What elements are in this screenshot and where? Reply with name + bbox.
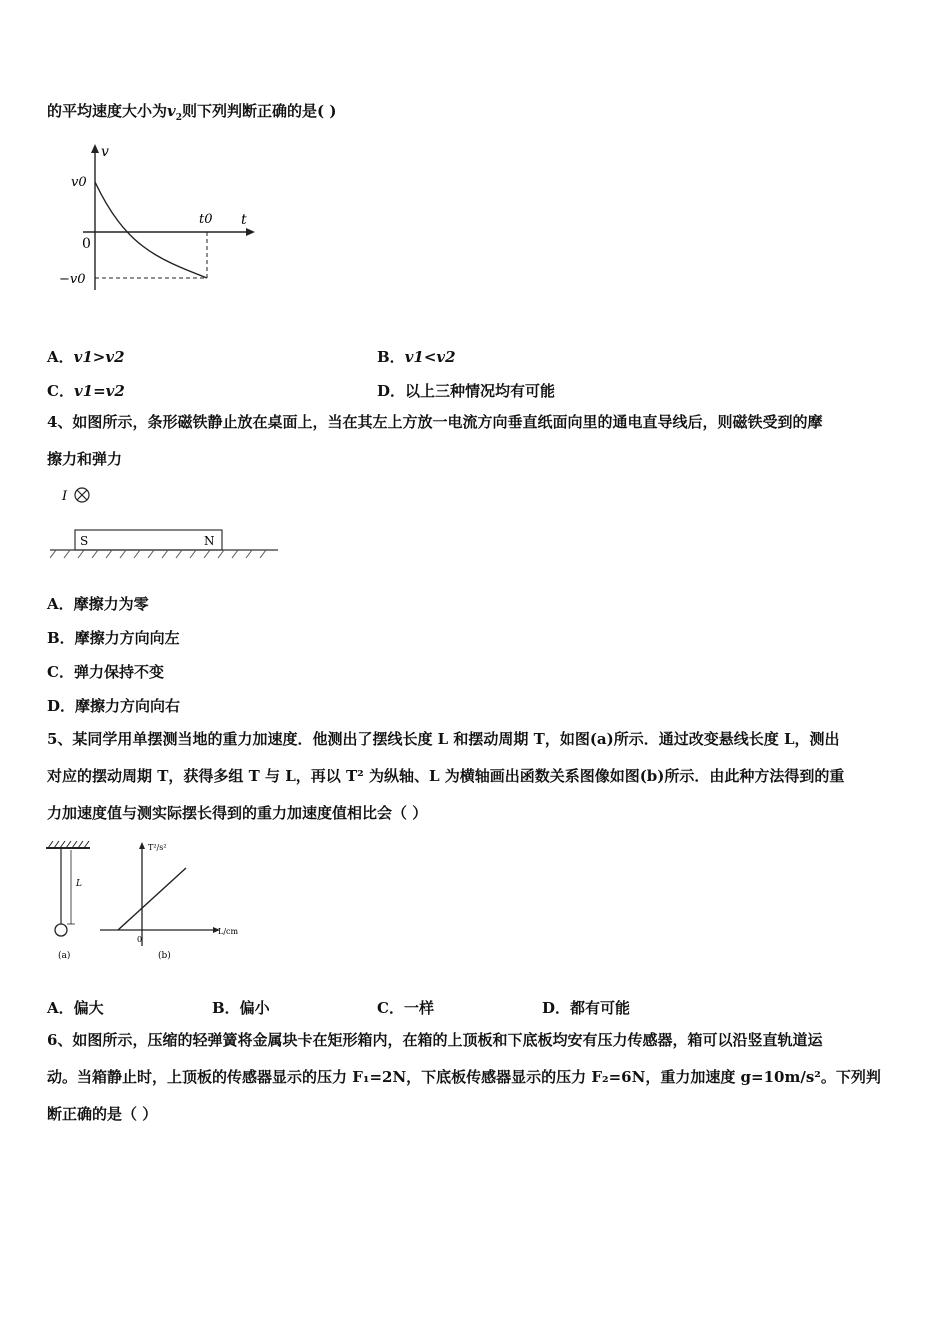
q3-origin-label: 0 bbox=[82, 236, 91, 252]
q3-t-label: t bbox=[241, 212, 247, 228]
q5-option-a[interactable]: A．偏大 bbox=[47, 999, 104, 1017]
q5-option-b[interactable]: B．偏小 bbox=[212, 999, 270, 1017]
q5-pendulum-figure bbox=[40, 838, 250, 963]
q3-option-d-label: D． bbox=[377, 382, 406, 400]
q5-graph-x-label: L/cm bbox=[218, 927, 239, 936]
q5-label-b: (b) bbox=[158, 951, 171, 961]
q5-stem-line1: 5、某同学用单摆测当地的重力加速度．他测出了摆线长度 L 和摆动周期 T，如图(a)所示．通过改变悬线长度 L，测出 bbox=[47, 730, 840, 748]
q4-stem-line2: 擦力和弹力 bbox=[47, 450, 123, 468]
q3-option-c[interactable] bbox=[47, 380, 125, 401]
q4-pole-s: S bbox=[80, 534, 89, 548]
q3-option-b[interactable] bbox=[377, 346, 456, 367]
q3-option-d[interactable] bbox=[377, 380, 555, 401]
q5-stem-line2: 对应的摆动周期 T，获得多组 T 与 L，再以 T² 为纵轴、L 为横轴画出函数关系图像如图(b)所示．由此种方法得到的重 bbox=[47, 767, 845, 785]
q3-v-label: v bbox=[101, 144, 109, 160]
q3-option-b-text: v1<v2 bbox=[404, 348, 456, 366]
q3-curve bbox=[95, 182, 207, 278]
q4-magnet-figure bbox=[50, 484, 282, 564]
q5-ceiling-hatching bbox=[48, 841, 89, 848]
q5-label-a: (a) bbox=[58, 951, 71, 961]
q5-option-c[interactable]: C．一样 bbox=[377, 999, 434, 1017]
q3-option-a-label: A． bbox=[47, 348, 74, 366]
q4-pole-n: N bbox=[204, 534, 215, 548]
q3-stem-sub: 2 bbox=[175, 113, 182, 123]
q4-stem-line1: 4、如图所示，条形磁铁静止放在桌面上，当在其左上方放一电流方向垂直纸面向里的通电直导线后，则磁铁受到的摩 bbox=[47, 413, 823, 431]
q3-negv0-label: −v0 bbox=[59, 272, 86, 287]
q4-option-a[interactable]: A．摩擦力为零 bbox=[47, 595, 149, 613]
q4-option-c[interactable]: C．弹力保持不变 bbox=[47, 663, 164, 681]
q4-current-into-page-icon bbox=[75, 488, 89, 502]
q5-bob bbox=[55, 924, 67, 936]
q4-option-d[interactable]: D．摩擦力方向向右 bbox=[47, 697, 181, 715]
q5-label-L: L bbox=[76, 879, 82, 889]
q3-stem bbox=[47, 93, 907, 137]
q3-option-d-text: 以上三种情况均有可能 bbox=[405, 382, 556, 400]
q6-stem-line2: 动。当箱静止时，上顶板的传感器显示的压力 F₁=2N，下底板传感器显示的压力 F₂=6N，重力加速度 g=10m/s²。下列判 bbox=[47, 1068, 881, 1086]
q3-option-a-text: v1>v2 bbox=[73, 348, 125, 366]
q3-t0-label: t0 bbox=[199, 212, 213, 227]
q5-graph-y-arrow-icon bbox=[139, 842, 145, 849]
q3-t-arrow-icon bbox=[246, 228, 255, 236]
q3-vt-graph bbox=[55, 140, 265, 300]
q3-option-a[interactable] bbox=[47, 346, 125, 367]
q6-stem-line3: 断正确的是（ ） bbox=[47, 1105, 158, 1123]
q4-option-b[interactable]: B．摩擦力方向向左 bbox=[47, 629, 180, 647]
q5-graph-line bbox=[118, 868, 186, 930]
q5-graph-y-label: T²/s² bbox=[148, 843, 167, 852]
q5-stem-line3: 力加速度值与测实际摆长得到的重力加速度值相比会（ ） bbox=[47, 804, 428, 822]
q6-stem-line1: 6、如图所示，压缩的轻弹簧将金属块卡在矩形箱内，在箱的上顶板和下底板均安有压力传感器，箱可以沿竖直轨道运 bbox=[47, 1031, 823, 1049]
q4-table-hatching bbox=[50, 550, 266, 558]
q3-v0-label: v0 bbox=[71, 175, 87, 190]
q3-option-b-label: B． bbox=[377, 348, 405, 366]
q3-stem-tail: 的平均速度大小为 bbox=[47, 102, 168, 120]
q5-graph-origin: 0 bbox=[137, 935, 143, 944]
q3-v-arrow-icon bbox=[91, 144, 99, 153]
q5-option-d[interactable]: D．都有可能 bbox=[542, 999, 631, 1017]
q3-option-c-text: v1=v2 bbox=[73, 382, 125, 400]
q4-bar-magnet bbox=[75, 530, 222, 550]
q3-stem-end: 则下列判断正确的是( ) bbox=[182, 102, 337, 120]
q3-option-c-label: C． bbox=[47, 382, 74, 400]
q3-stem-var: v bbox=[167, 102, 176, 120]
q4-current-label: I bbox=[62, 489, 68, 504]
